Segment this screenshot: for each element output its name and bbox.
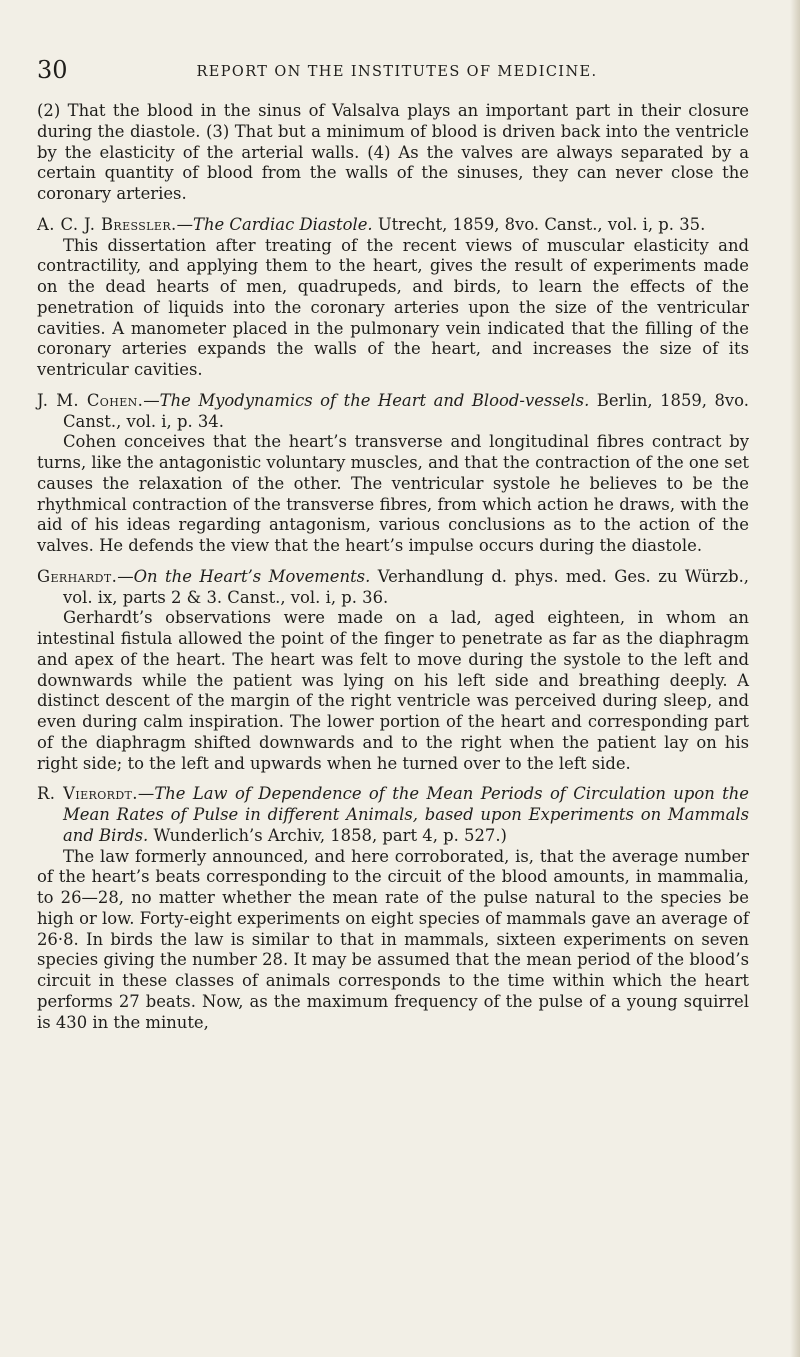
running-head: REPORT ON THE INSTITUTES OF MEDICINE. bbox=[196, 64, 598, 80]
bibliography-entry-vierordt bbox=[37, 784, 749, 1033]
bibliography-entry-bressler bbox=[37, 215, 749, 381]
continued-paragraph: (2) That the blood in the sinus of Valsalva plays an important part in their closure during the diastole. (3) That but a minimum of blood is driven back into the ventricle by the elasticity of the arterial walls. (4) As the valves are always separated by a certain quantity of blood from the walls of the sinuses, they can never close the coronary arteries. bbox=[37, 101, 749, 203]
citation-details: Wunderlich’s Archiv, 1858, part 4, p. 527.) bbox=[148, 825, 507, 845]
citation-author: J. M. Cohen. bbox=[37, 390, 144, 410]
entry-summary: Cohen conceives that the heart’s transverse and longitudinal fibres contract by turns, like the antagonistic voluntary muscles, and that the contraction of the one set causes the relaxation of the other. The ventricular systole he believes to be the rhythmical contraction of the transverse fibres, from which action he draws, with the aid of his ideas regarding antagonism, various conclusions as to the action of the valves. He defends the view that the heart’s impulse occurs during the diastole. bbox=[37, 432, 749, 555]
citation-dash: — bbox=[117, 566, 134, 586]
citation-title: The Cardiac Diastole. bbox=[193, 214, 373, 234]
entry-summary: Gerhardt’s observations were made on a lad, aged eighteen, in whom an intestinal fistula allowed the point of the finger to penetrate as far as the diaphragm and apex of the heart. The heart was felt to move during the systole to the left and downwards while the patient was lying on his left side and breathing deeply. A distinct descent of the margin of the right ventricle was perceived during sleep, and even during calm inspiration. The lower portion of the heart and corresponding part of the diaphragm shifted downwards and to the right when the patient lay on his right side; to the left and upwards when he turned over to the left side. bbox=[37, 608, 749, 773]
citation bbox=[37, 567, 749, 609]
citation-dash: — bbox=[143, 390, 160, 410]
citation bbox=[37, 215, 749, 236]
page-header bbox=[37, 56, 747, 96]
bibliography-entry-gerhardt bbox=[37, 567, 749, 775]
citation-title: On the Heart’s Movements. bbox=[133, 566, 371, 586]
entry-summary: This dissertation after treating of the recent views of muscular elasticity and contractility, and applying them to the heart, gives the result of experiments made on the dead hearts of men, quadrupeds, and birds, to learn the effects of the penetration of liquids into the coronary arteries upon the size of the ventricular cavities. A manometer placed in the pulmonary vein indicated that the filling of the coronary arteries expands the walls of the heart, and increases the size of its ventricular cavities. bbox=[37, 235, 749, 379]
citation-details: Berlin, 1859, 8vo. Canst., vol. i, p. 34. bbox=[63, 390, 749, 431]
page-number: 30 bbox=[37, 56, 68, 84]
citation-author: R. Vierordt. bbox=[37, 784, 138, 804]
bibliography-entry-cohen bbox=[37, 391, 749, 557]
citation-title: The Myodynamics of the Heart and Blood-vessels. bbox=[159, 390, 590, 410]
page-edge-shadow bbox=[790, 0, 800, 1357]
citation bbox=[37, 784, 749, 846]
entry-summary: The law formerly announced, and here corroborated, is, that the average number of the heart’s beats corresponding to the circuit of the blood amounts, in mammalia, to 26—28, no matter whether the mean rate of the pulse natural to the species be high or low. Forty-eight experiments on eight species of mammals gave an average of 26·8. In birds the law is similar to that in mammals, sixteen experiments on seven species giving the number 28. It may be assumed that the mean period of the blood’s circuit in these classes of animals corresponds to the time within which the heart performs 27 beats. Now, as the maximum frequency of the pulse of a young squirrel is 430 in the minute, bbox=[37, 846, 749, 1032]
citation-title: The Law of Dependence of the Mean Periods of Circulation upon the Mean Rates of Pulse in different Animals, based upon Experiments on Mammals and Birds. bbox=[63, 784, 749, 845]
citation-dash: — bbox=[137, 784, 155, 804]
citation-author: A. C. J. Bressler. bbox=[37, 214, 177, 234]
citation-dash: — bbox=[176, 214, 194, 234]
citation-details: Verhandlung d. phys. med. Ges. zu Würzb., vol. ix, parts 2 & 3. Canst., vol. i, p. 36. bbox=[63, 566, 749, 607]
citation bbox=[37, 391, 749, 433]
page-body bbox=[37, 101, 749, 1033]
citation-author: Gerhardt. bbox=[37, 566, 118, 586]
citation-details: Utrecht, 1859, 8vo. Canst., vol. i, p. 35. bbox=[372, 214, 706, 234]
